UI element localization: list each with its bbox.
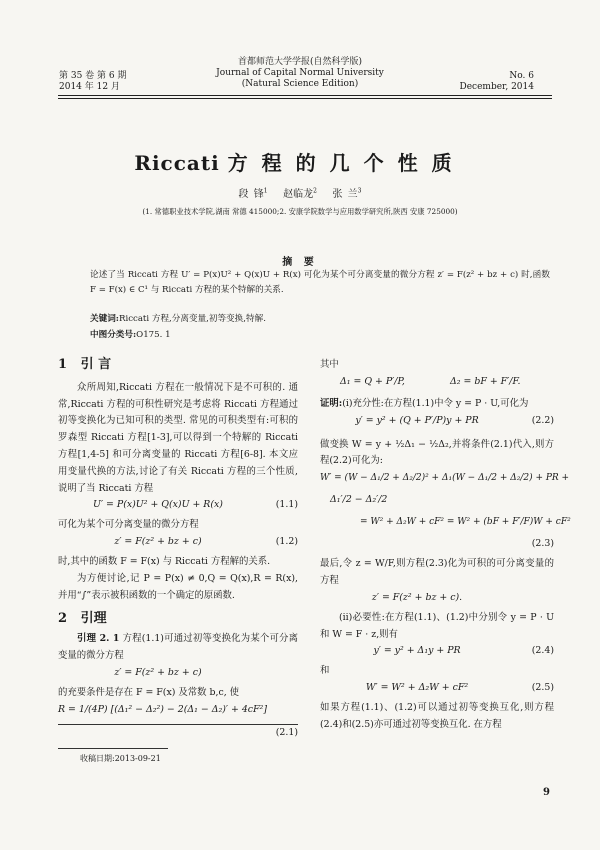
page-number: 9: [543, 787, 550, 798]
equation-2-3-part-a: W′ = (W − Δ₁/2 + Δ₂/2)² + Δ₁(W − Δ₁/2 + Δ₂/2) + PR +: [320, 473, 570, 484]
abstract-heading: 摘 要: [282, 257, 318, 268]
equation-2-3-line-c: [320, 514, 571, 536]
title-latin: Riccati: [134, 151, 220, 175]
equation-2-1-number: (2.1): [275, 726, 298, 738]
title-cn: 方程的几个性质: [227, 151, 466, 175]
proof-sufficiency: [320, 396, 554, 413]
equation-2-5: [320, 680, 554, 700]
keywords: [90, 312, 266, 324]
equation-1-1-number: (1.1): [275, 499, 298, 511]
equation-2-2-body: y′ = y² + (Q + P′/P)y + PR: [355, 414, 479, 426]
lemma-condition: 的充要条件是存在 F = F(x) 及常数 b,c, 使: [58, 686, 240, 698]
affiliations: (1. 常德职业技术学院,湖南 常德 415000;2. 安康学院数学与应用数学研究所,陕西 安康 725000): [142, 207, 458, 216]
volume-issue: 第 35 卷 第 6 期: [59, 71, 127, 81]
paper-title: [0, 147, 600, 176]
author-1: 段 锋: [238, 189, 264, 200]
keywords-value: Riccati 方程,分离变量,初等变换,特解.: [118, 314, 266, 324]
equation-2-5-body: W′ = W² + Δ₂W + cF²: [365, 682, 469, 694]
lemma-label: 引理 2. 1: [77, 633, 120, 645]
and-text: 和: [320, 665, 330, 677]
journal-edition: (Natural Science Edition): [241, 79, 359, 89]
equation-1-1-body: U′ = P(x)U² + Q(x)U + R(x): [93, 499, 223, 511]
where-text: 其中: [320, 359, 339, 370]
equation-2-4-body: y′ = y² + Δ₁y + PR: [373, 645, 461, 657]
equation-2-1: [58, 702, 298, 725]
intro-line-3: 时,其中的函数 F = F(x) 与 Riccati 方程解的关系.: [58, 556, 271, 568]
lemma-equation: [58, 665, 298, 685]
clc: [90, 328, 171, 340]
equation-2-5-number: (2.5): [531, 682, 554, 694]
author-3: 张 兰: [332, 189, 358, 200]
footnote-rule: [58, 748, 168, 749]
equation-2-3-number: (2.3): [531, 538, 554, 550]
section-1-title: 引 言: [80, 357, 112, 372]
journal-name-en: Journal of Capital Normal University: [216, 68, 384, 78]
lemma-2-1: [58, 631, 298, 665]
equation-2-1-body: R = 1/(4P) [(Δ₁² − Δ₂²) − 2(Δ₁ − Δ₂)′ + 4cF²]: [58, 703, 267, 715]
date-en: December, 2014: [459, 82, 534, 92]
separable-equation: [320, 590, 554, 610]
delta-1-def: Δ₁ = Q + P′/P,: [340, 375, 405, 387]
substitution-text: 做变换 W = y + ½Δ₁ − ½Δ₂,并将条件(2.1)代入,则方程(2.2)可化为:: [320, 438, 554, 467]
clc-value: O175. 1: [136, 330, 171, 340]
header-rule: [58, 95, 552, 96]
equation-1-2: [58, 534, 298, 554]
equation-2-2: [320, 413, 554, 437]
separable-equation-body: z′ = F(z² + bz + c).: [371, 591, 463, 603]
section-2-title: 引理: [80, 610, 107, 626]
intro-paragraph-1: 众所周知,Riccati 方程在一般情况下是不可积的. 通常,Riccati 方程的可积性研究是考虑将 Riccati 方程通过初等变换化为已知可积的类型. 常见的可积类型有:可积的罗森型 Riccati 方程[1-3],可以得到一个特解的 Riccati 方程[1,4-5] 和可分离变量的 Riccati 方程[6-8]. 本文应用变量代换的方法,讨论了有关 Riccati 方程的三个性质,说明了当 Riccati 方程: [58, 381, 298, 494]
right-column: [320, 357, 571, 734]
journal-name-cn: 首都师范大学学报(自然科学版): [237, 57, 363, 67]
equation-1-2-body: z′ = F(z² + bz + c): [114, 536, 202, 548]
delta-2-def: Δ₂ = bF + F′/F.: [450, 375, 521, 387]
equation-2-4: [320, 643, 554, 663]
equation-2-3-part-b: Δ₁′/2 − Δ₂′/2: [330, 494, 388, 506]
section-1-number: 1: [58, 357, 68, 372]
received-date: 收稿日期:2013-09-21: [80, 754, 161, 763]
closing-text: 如果方程(1.1)、(1.2)可以通过初等变换互化,则方程(2.4)和(2.5)亦可通过初等变换互化. 在方程: [320, 702, 554, 730]
header-rule-thin: [58, 98, 552, 99]
left-column: [58, 357, 298, 743]
final-step-text: 最后,令 z = W/F,则方程(2.3)化为可积的可分离变量的方程: [320, 558, 554, 586]
keywords-label: 关键词:: [90, 314, 119, 324]
equation-2-3-line-a: [320, 470, 570, 492]
lemma-equation-body: z′ = F(z² + bz + c): [114, 666, 202, 678]
intro-paragraph-2: 为方便讨论,记 P = P(x) ≠ 0,Q = Q(x),R = R(x),并用“∫”表示被积函数的一个确定的原函数.: [58, 572, 298, 601]
date-cn: 2014 年 12 月: [59, 82, 120, 92]
equation-2-3-line-b: [320, 492, 554, 514]
lemma-text: 方程(1.1)可通过初等变换化为某个可分离变量的微分方程: [58, 633, 298, 662]
delta-definitions: [320, 374, 554, 396]
section-2-number: 2: [58, 610, 68, 626]
equation-1-2-number: (1.2): [275, 536, 298, 548]
intro-line-2: 可化为某个可分离变量的微分方程: [58, 519, 199, 531]
section-1-heading: [58, 357, 298, 374]
abstract-text: 论述了当 Riccati 方程 U′ = P(x)U² + Q(x)U + R(x) 可化为某个可分离变量的微分方程 z′ = F(z² + bz + c) 时,函数 F = F(x) ∈ C¹ 与 Riccati 方程的某个特解的关系.: [90, 270, 550, 295]
journal-header: [180, 57, 420, 90]
equation-2-4-number: (2.4): [531, 645, 554, 657]
issue-no: No. 6: [509, 71, 534, 81]
header-left: [59, 71, 126, 93]
clc-label: 中图分类号:: [90, 330, 137, 340]
equation-2-1-number-line: [58, 725, 298, 743]
equation-2-2-number: (2.2): [531, 414, 554, 426]
authors: 段 锋$^1$ 赵临龙$^2$ 张 兰$^3$: [238, 187, 362, 200]
equation-2-3-number-line: [320, 536, 554, 556]
author-2: 赵临龙: [283, 189, 314, 200]
proof-necessity: (ii)必要性:在方程(1.1)、(1.2)中分别令 y = P · U 和 W = F · z,则有: [320, 611, 554, 640]
equation-1-1: [58, 497, 298, 517]
section-2-heading: [58, 611, 298, 628]
proof-sufficiency-text: (i)充分性:在方程(1.1)中令 y = P · U,可化为: [342, 397, 529, 409]
equation-2-3-part-c: = W² + Δ₂W + cF² = W² + (bF + F′/F)W + cF²: [360, 517, 571, 528]
proof-label: 证明:: [320, 397, 343, 409]
header-right: [460, 71, 534, 93]
